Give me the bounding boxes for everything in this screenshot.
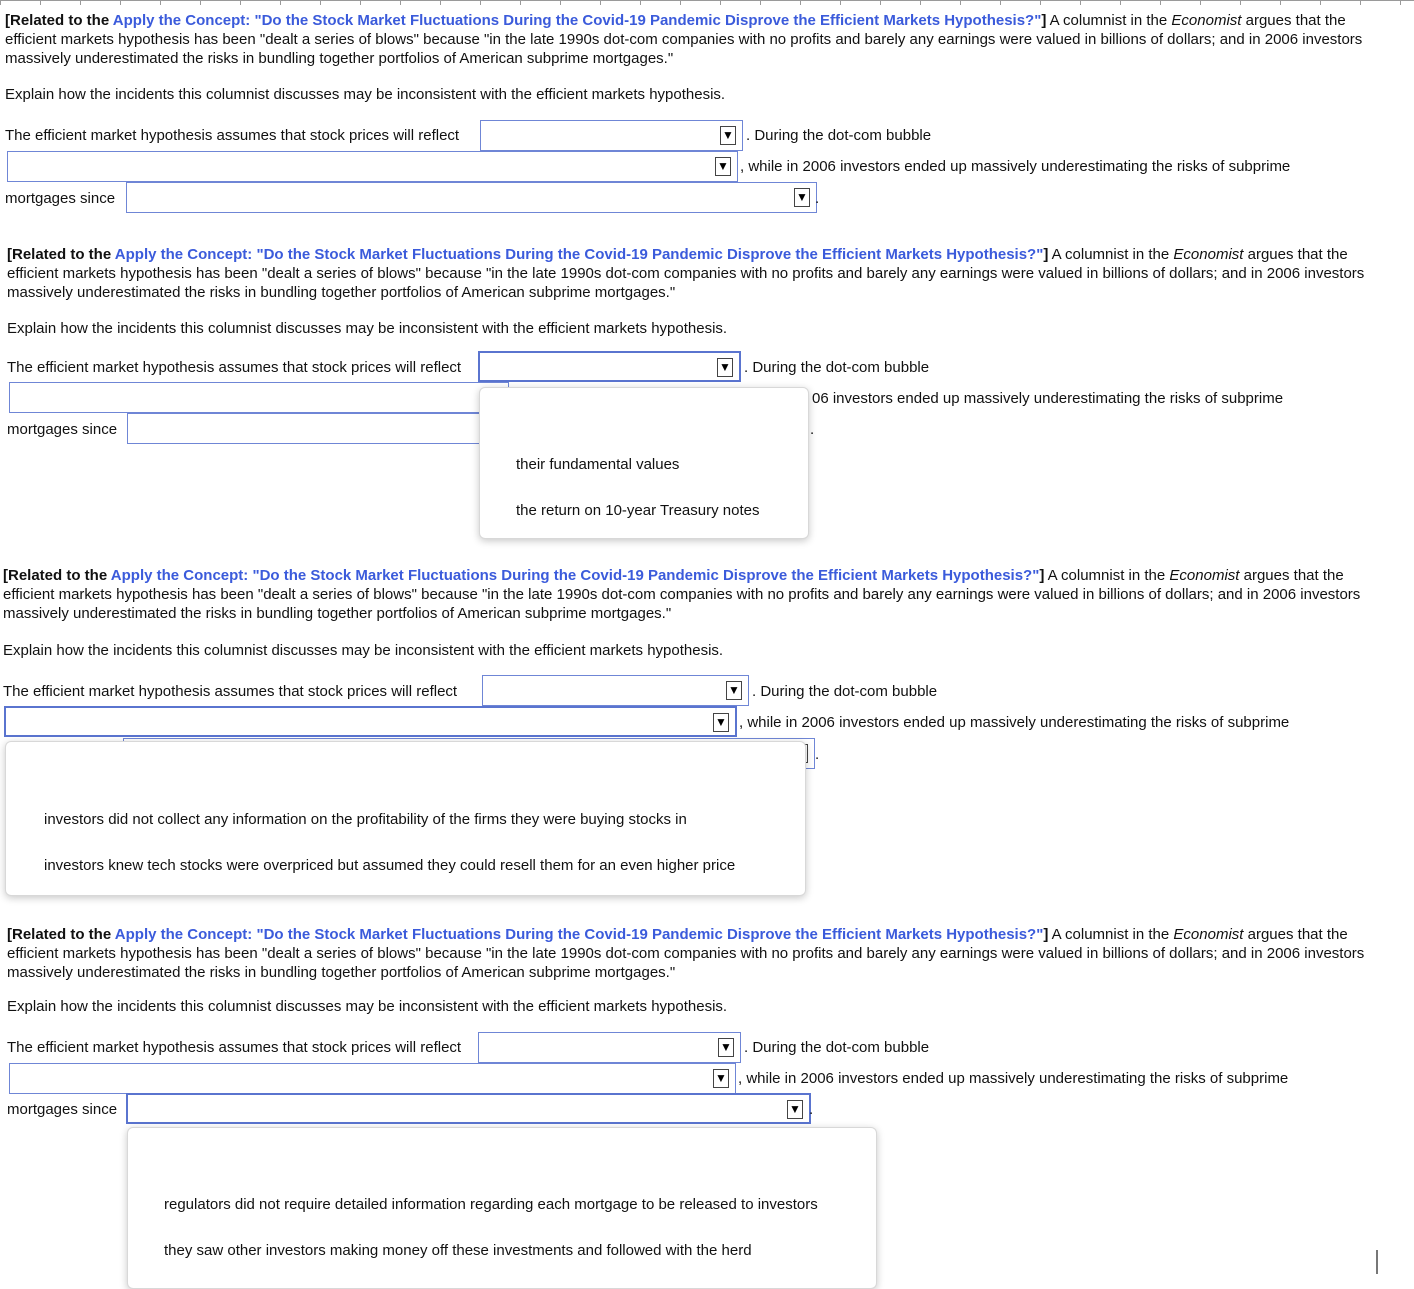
- prices-reflect-dropdown[interactable]: [478, 351, 741, 382]
- chevron-down-icon: ▼: [794, 188, 810, 207]
- apply-concept-link[interactable]: Apply the Concept: "Do the Stock Market Fluctuations During the Covid-19 Pandemic Disprove the Efficient Markets Hypothesis?": [110, 567, 1040, 584]
- explain-text: Explain how the incidents this columnist discusses may be inconsistent with the efficient markets hypothesis.: [7, 998, 728, 1015]
- chevron-down-icon: ▼: [720, 126, 736, 145]
- dotcom-menu: [5, 741, 806, 896]
- line2-after-text: 06 investors ended up massively underestimating the risks of subprime: [812, 390, 1284, 407]
- line3-after-text: .: [815, 190, 820, 207]
- line2-after-text: , while in 2006 investors ended up massively underestimating the risks of subprime: [740, 158, 1291, 175]
- menu-option[interactable]: their fundamental values: [516, 456, 680, 473]
- dotcom-dropdown[interactable]: [7, 151, 738, 182]
- chevron-down-icon: ▼: [713, 713, 729, 732]
- top-ruler: [0, 0, 1414, 5]
- menu-option[interactable]: investors knew tech stocks were overpriced but assumed they could resell them for an even higher price: [44, 857, 736, 874]
- menu-option[interactable]: investors did not collect any information on the profitability of the firms they were buying stocks in: [44, 811, 687, 828]
- chevron-down-icon: ▼: [718, 1038, 734, 1057]
- question-paragraph: [Related to the Apply the Concept: "Do the Stock Market Fluctuations During the Covid-19 Pandemic Disprove the Efficient Markets Hypothesis?"] A columnist in the Economist argues that the efficient markets hypothesis has been "dealt a series of blows" because "in the late 1990s dot-com companies with no profits and barely any earnings were valued in billions of dollars; and in 2006 investors massively underestimated the risks in bundling together portfolios of American subprime mortgages.": [3, 567, 1361, 622]
- line3-after-text: .: [815, 746, 820, 763]
- question-block-2: [7, 245, 1407, 519]
- mortgages-dropdown[interactable]: [126, 1093, 814, 1124]
- line1-text: The efficient market hypothesis assumes that stock prices will reflect: [7, 1039, 462, 1056]
- question-block-4: [7, 925, 1407, 1259]
- economist-title: Economist: [1171, 12, 1242, 29]
- dotcom-dropdown[interactable]: [4, 706, 737, 737]
- prices-reflect-menu: [479, 387, 809, 539]
- question-paragraph: [Related to the Apply the Concept: "Do the Stock Market Fluctuations During the Covid-19 Pandemic Disprove the Efficient Markets Hypothesis?"] A columnist in the Economist argues that the efficient markets hypothesis has been "dealt a series of blows" because "in the late 1990s dot-com companies with no profits and barely any earnings were valued in billions of dollars; and in 2006 investors massively underestimated the risks in bundling together portfolios of American subprime mortgages.": [7, 246, 1365, 301]
- question-paragraph: [Related to the Apply the Concept: "Do the Stock Market Fluctuations During the Covid-19 Pandemic Disprove the Efficient Markets Hypothesis?"] A columnist in the Economist argues that the efficient markets hypothesis has been "dealt a series of blows" because "in the late 1990s dot-com companies with no profits and barely any earnings were valued in billions of dollars; and in 2006 investors massively underestimated the risks in bundling together portfolios of American subprime mortgages.": [5, 12, 1363, 67]
- explain-text: Explain how the incidents this columnist discusses may be inconsistent with the efficient markets hypothesis.: [3, 642, 724, 659]
- explain-text: Explain how the incidents this columnist discusses may be inconsistent with the efficient markets hypothesis.: [7, 320, 728, 337]
- question-paragraph: [Related to the Apply the Concept: "Do the Stock Market Fluctuations During the Covid-19 Pandemic Disprove the Efficient Markets Hypothesis?"] A columnist in the Economist argues that the efficient markets hypothesis has been "dealt a series of blows" because "in the late 1990s dot-com companies with no profits and barely any earnings were valued in billions of dollars; and in 2006 investors massively underestimated the risks in bundling together portfolios of American subprime mortgages.": [7, 926, 1365, 981]
- economist-title: Economist: [1173, 246, 1244, 263]
- economist-title: Economist: [1173, 926, 1244, 943]
- chevron-down-icon: ▼: [713, 1069, 729, 1088]
- prices-reflect-dropdown[interactable]: [478, 1032, 741, 1063]
- menu-option[interactable]: regulators did not require detailed information regarding each mortgage to be released to investors: [164, 1196, 818, 1213]
- explain-text: Explain how the incidents this columnist discusses may be inconsistent with the efficient markets hypothesis.: [5, 86, 726, 103]
- line3-text: mortgages since: [5, 190, 116, 207]
- line1-after-text: . During the dot-com bubble: [744, 359, 930, 376]
- line1-after-text: . During the dot-com bubble: [752, 683, 938, 700]
- dotcom-dropdown[interactable]: [9, 1063, 736, 1094]
- chevron-down-icon: ▼: [717, 358, 733, 377]
- prices-reflect-dropdown[interactable]: [482, 675, 749, 706]
- question-block-1: [5, 11, 1405, 207]
- text-cursor: [1376, 1250, 1378, 1274]
- apply-concept-link[interactable]: Apply the Concept: "Do the Stock Market Fluctuations During the Covid-19 Pandemic Disprove the Efficient Markets Hypothesis?": [114, 246, 1044, 263]
- apply-concept-link[interactable]: Apply the Concept: "Do the Stock Market Fluctuations During the Covid-19 Pandemic Disprove the Efficient Markets Hypothesis?": [112, 12, 1042, 29]
- prices-reflect-dropdown[interactable]: [480, 120, 743, 151]
- economist-title: Economist: [1169, 567, 1240, 584]
- line1-text: The efficient market hypothesis assumes that stock prices will reflect: [7, 359, 462, 376]
- line2-after-text: , while in 2006 investors ended up massively underestimating the risks of subprime: [739, 714, 1290, 731]
- chevron-down-icon: ▼: [726, 681, 742, 700]
- line3-text: mortgages since: [7, 421, 118, 438]
- line1-text: The efficient market hypothesis assumes that stock prices will reflect: [5, 127, 460, 144]
- line3-text: mortgages since: [7, 1101, 118, 1118]
- line3-after-text: .: [809, 1101, 814, 1118]
- line1-after-text: . During the dot-com bubble: [744, 1039, 930, 1056]
- line1-text: The efficient market hypothesis assumes that stock prices will reflect: [3, 683, 458, 700]
- chevron-down-icon: ▼: [715, 157, 731, 176]
- apply-concept-link[interactable]: Apply the Concept: "Do the Stock Market Fluctuations During the Covid-19 Pandemic Disprove the Efficient Markets Hypothesis?": [114, 926, 1044, 943]
- line1-after-text: . During the dot-com bubble: [746, 127, 932, 144]
- menu-option[interactable]: they saw other investors making money off these investments and followed with the herd: [164, 1242, 752, 1259]
- dotcom-dropdown[interactable]: [9, 382, 509, 413]
- line3-after-text: .: [810, 421, 815, 438]
- question-block-3: [3, 566, 1403, 874]
- menu-option[interactable]: the return on 10-year Treasury notes: [516, 502, 760, 519]
- mortgages-dropdown[interactable]: [126, 182, 820, 213]
- line2-after-text: , while in 2006 investors ended up massively underestimating the risks of subprime: [738, 1070, 1289, 1087]
- mortgages-menu: [127, 1127, 877, 1289]
- mortgages-dropdown[interactable]: [127, 413, 507, 444]
- chevron-down-icon: ▼: [787, 1100, 803, 1119]
